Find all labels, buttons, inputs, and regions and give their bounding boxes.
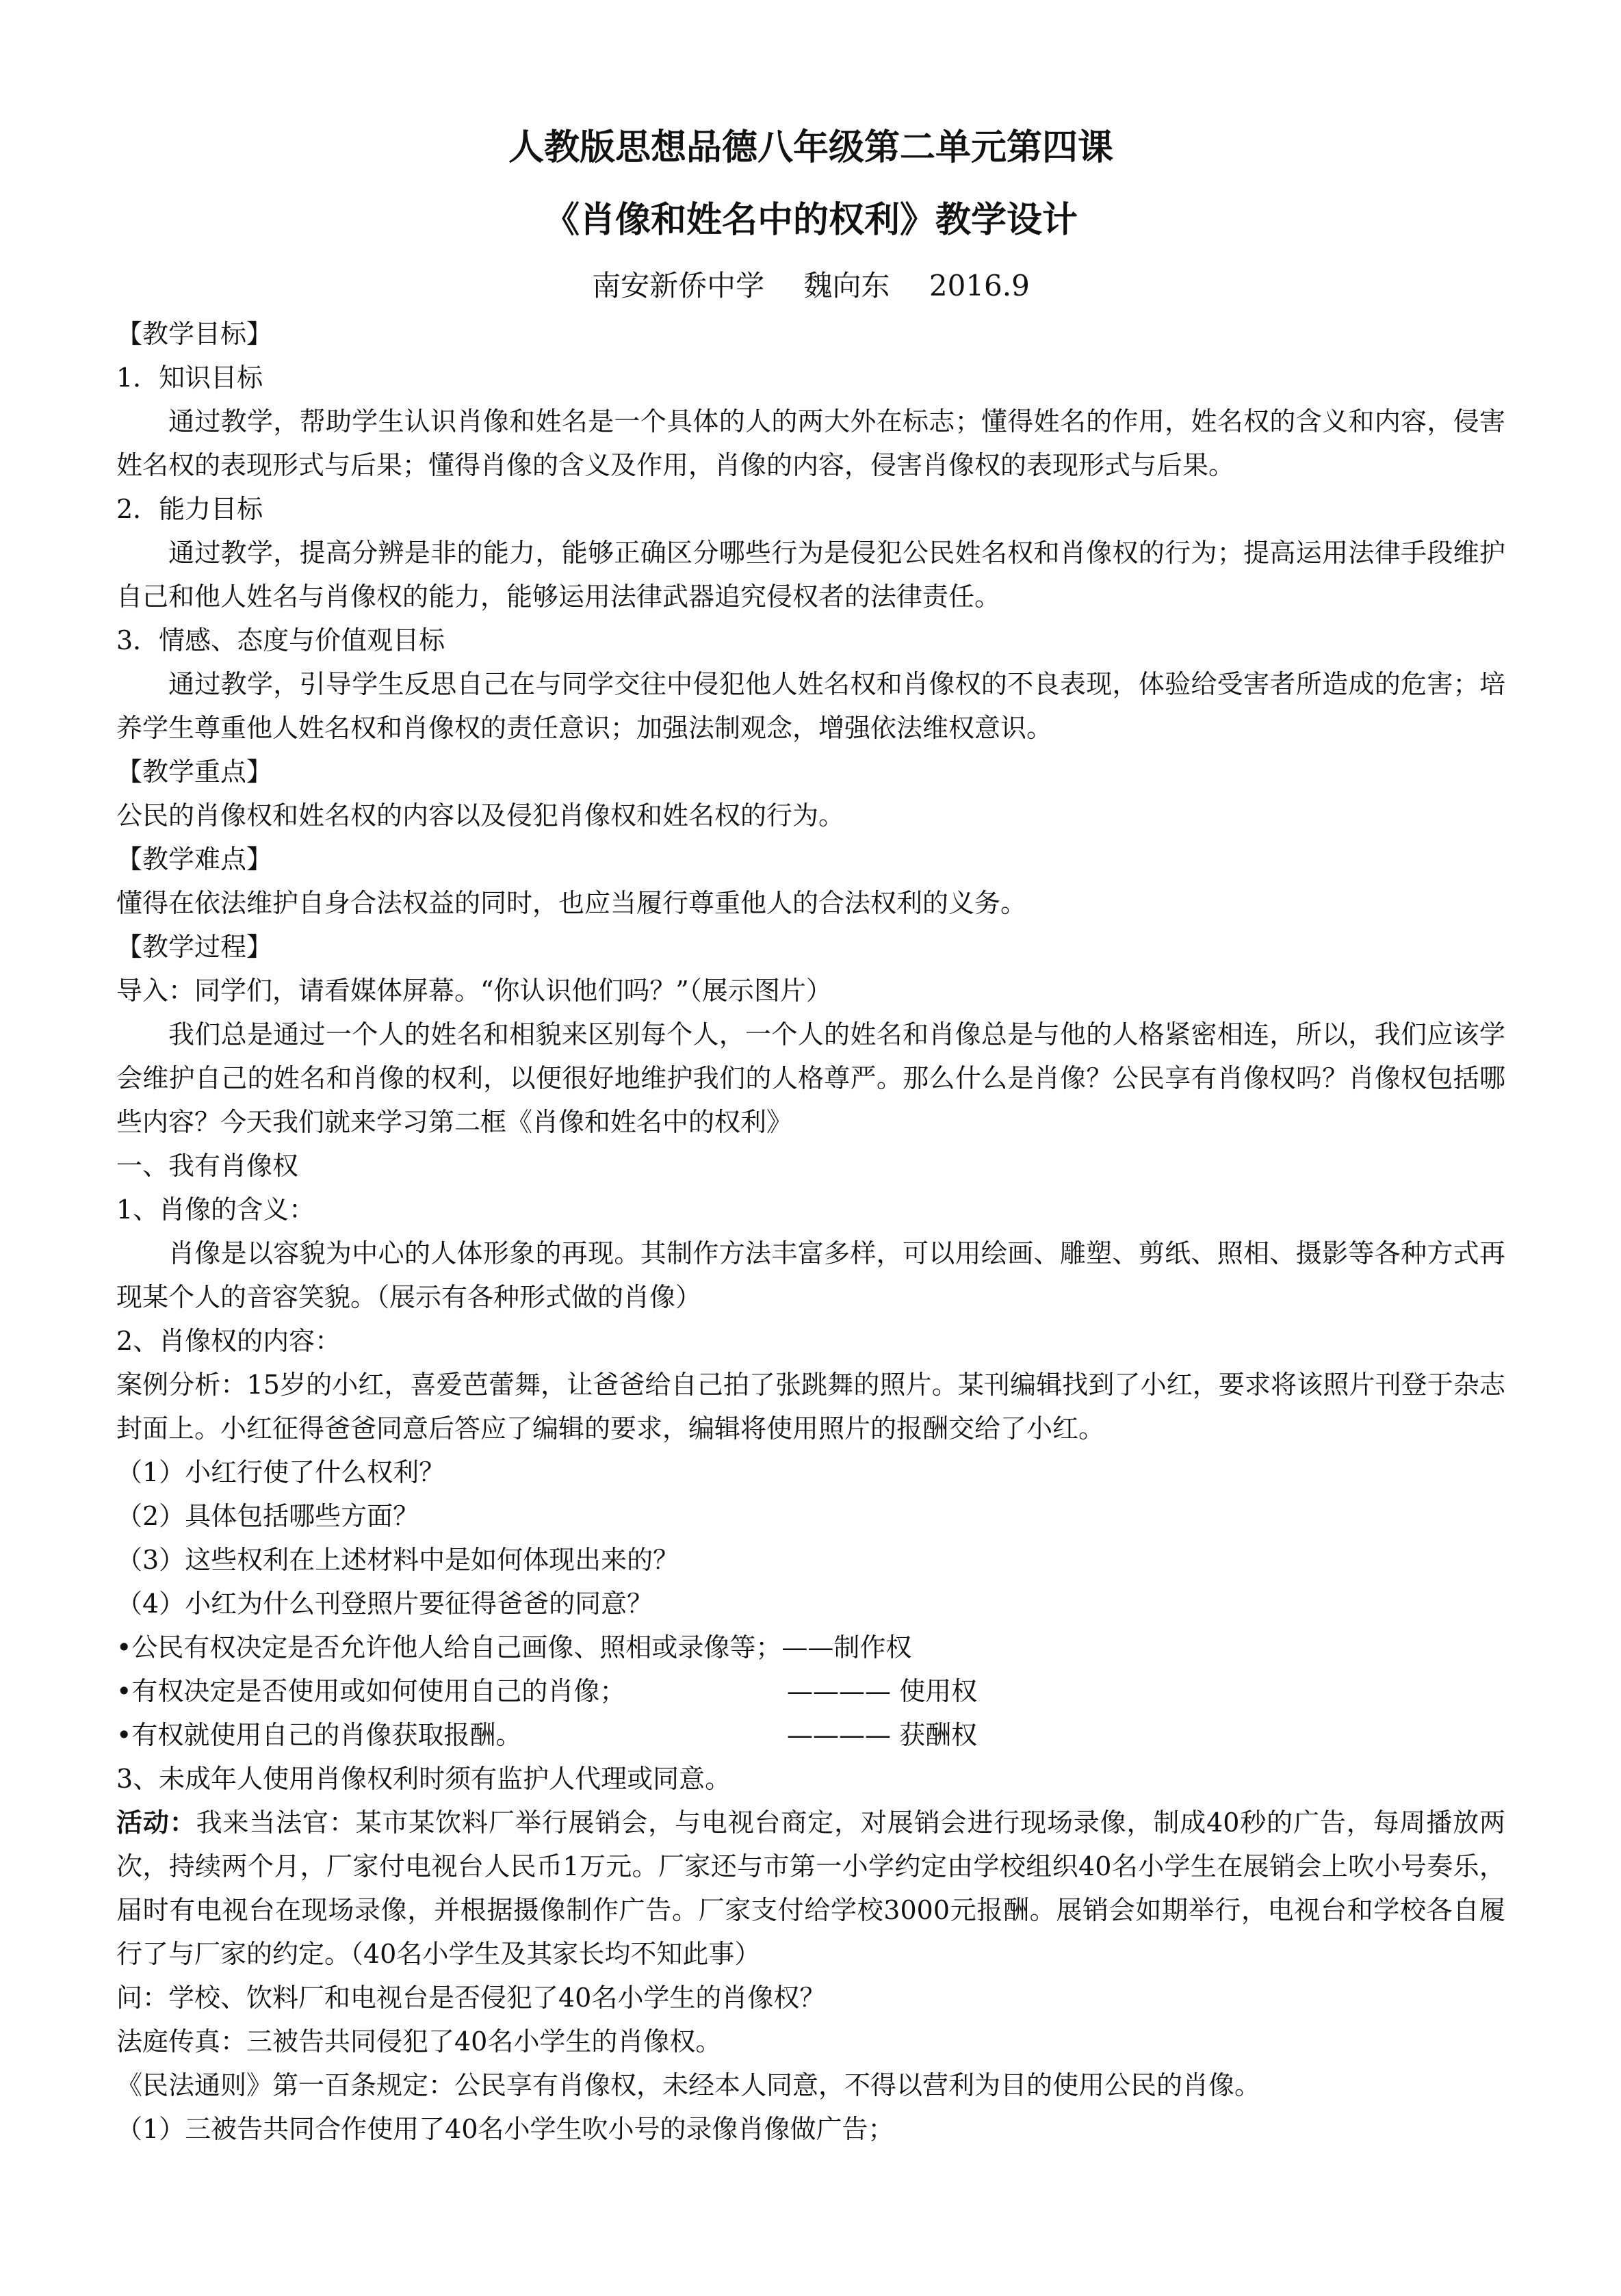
reason-1: （1）三被告共同合作使用了40名小学生吹小号的录像肖像做广告； — [116, 2114, 894, 2144]
question-2: （2）具体包括哪些方面？ — [116, 1501, 419, 1531]
section-heading-key: 【教学重点】 — [116, 757, 273, 787]
portrait-right-content-heading: 2、肖像权的内容： — [116, 1326, 341, 1356]
goal-knowledge-heading: 1．知识目标 — [116, 363, 263, 393]
goal-emotion-heading: 3．情感、态度与价值观目标 — [116, 625, 445, 655]
minor-guardian-note: 3、未成年人使用肖像权利时须有监护人代理或同意。 — [116, 1764, 731, 1794]
activity-paragraph — [116, 1801, 1505, 1976]
activity-lead: 活动： — [116, 1808, 196, 1838]
section-heading-difficulty: 【教学难点】 — [116, 844, 273, 874]
bullet-usage-label: ———— 使用权 — [787, 1676, 978, 1706]
civil-law-quote: 《民法通则》第一百条规定：公民享有肖像权，未经本人同意，不得以营利为目的使用公民的肖像。 — [116, 2070, 1261, 2100]
author-name: 魏向东 — [803, 269, 890, 302]
document-page — [116, 123, 1505, 2151]
doc-title: 人教版思想品德八年级第二单元第四课 — [508, 127, 1113, 168]
bullet-reward-text: •有权就使用自己的肖像获取报酬。 — [116, 1720, 522, 1750]
author-line — [116, 264, 1505, 308]
activity-question: 问：学校、饮料厂和电视台是否侵犯了40名小学生的肖像权？ — [116, 1983, 826, 2013]
bullet-usage-right — [116, 1669, 1505, 1713]
difficulty-text: 懂得在依法维护自身合法权益的同时，也应当履行尊重他人的合法权利的义务。 — [116, 888, 1027, 918]
court-verdict: 法庭传真：三被告共同侵犯了40名小学生的肖像权。 — [116, 2026, 722, 2057]
goal-ability-text: 通过教学，提高分辨是非的能力，能够正确区分哪些行为是侵犯公民姓名权和肖像权的行为；提高运用法律手段维护自己和他人姓名与肖像权的能力，能够运用法律武器追究侵权者的法律责任。 — [116, 538, 1505, 612]
doc-subtitle: 《肖像和姓名中的权利》教学设计 — [543, 200, 1078, 241]
bullet-reward-label: ———— 获酬权 — [787, 1720, 978, 1750]
goal-emotion-text: 通过教学，引导学生反思自己在与同学交往中侵犯他人姓名权和肖像权的不良表现，体验给受害者所造成的危害；培养学生尊重他人姓名权和肖像权的责任意识；加强法制观念，增强依法维权意识。 — [116, 669, 1505, 743]
key-point-text: 公民的肖像权和姓名权的内容以及侵犯肖像权和姓名权的行为。 — [116, 800, 845, 831]
goal-knowledge-text: 通过教学，帮助学生认识肖像和姓名是一个具体的人的两大外在标志；懂得姓名的作用，姓名权的含义和内容，侵害姓名权的表现形式与后果；懂得肖像的含义及作用，肖像的内容，侵害肖像权的表现形式与后果。 — [116, 406, 1505, 480]
bullet-production-right: •公民有权决定是否允许他人给自己画像、照相或录像等；——制作权 — [116, 1632, 912, 1662]
part-one-heading: 一、我有肖像权 — [116, 1151, 299, 1181]
portrait-meaning-heading: 1、肖像的含义： — [116, 1195, 315, 1225]
section-heading-goals: 【教学目标】 — [116, 319, 273, 349]
case-analysis-text: 案例分析：15岁的小红，喜爱芭蕾舞，让爸爸给自己拍了张跳舞的照片。某刊编辑找到了小红，要求将该照片刊登于杂志封面上。小红征得爸爸同意后答应了编辑的要求，编辑将使用照片的报酬交给了小红。 — [116, 1370, 1505, 1444]
activity-text: 我来当法官：某市某饮料厂举行展销会，与电视台商定，对展销会进行现场录像，制成40秒的广告，每周播放两次，持续两个月，厂家付电视台人民币1万元。厂家还与市第一小学约定由学校组织40名小学生在展销会上吹小号奏乐，届时有电视台在现场录像，并根据摄像制作广告。厂家支付给学校3000元报酬。展销会如期举行，电视台和学校各自履行了与厂家的约定。（40名小学生及其家长均不知此事） — [116, 1808, 1505, 1969]
question-1: （1）小红行使了什么权利？ — [116, 1457, 445, 1487]
author-date: 2016.9 — [929, 269, 1030, 302]
section-heading-process: 【教学过程】 — [116, 932, 273, 962]
bullet-usage-text: •有权决定是否使用或如何使用自己的肖像； — [116, 1676, 626, 1706]
portrait-meaning-text: 肖像是以容貌为中心的人体形象的再现。其制作方法丰富多样，可以用绘画、雕塑、剪纸、照相、摄影等各种方式再现某个人的音容笑貌。（展示有各种形式做的肖像） — [116, 1238, 1505, 1312]
author-school: 南安新侨中学 — [592, 269, 765, 302]
question-4: （4）小红为什么刊登照片要征得爸爸的同意？ — [116, 1589, 653, 1619]
intro-line: 导入：同学们，请看媒体屏幕。“你认识他们吗？”（展示图片） — [116, 976, 832, 1006]
question-3: （3）这些权利在上述材料中是如何体现出来的？ — [116, 1545, 679, 1575]
intro-paragraph: 我们总是通过一个人的姓名和相貌来区别每个人，一个人的姓名和肖像总是与他的人格紧密相连，所以，我们应该学会维护自己的姓名和肖像的权利，以便很好地维护我们的人格尊严。那么什么是肖像？公民享有肖像权吗？肖像权包括哪些内容？今天我们就来学习第二框《肖像和姓名中的权利》 — [116, 1019, 1505, 1137]
bullet-reward-right — [116, 1713, 1505, 1757]
goal-ability-heading: 2．能力目标 — [116, 494, 263, 524]
